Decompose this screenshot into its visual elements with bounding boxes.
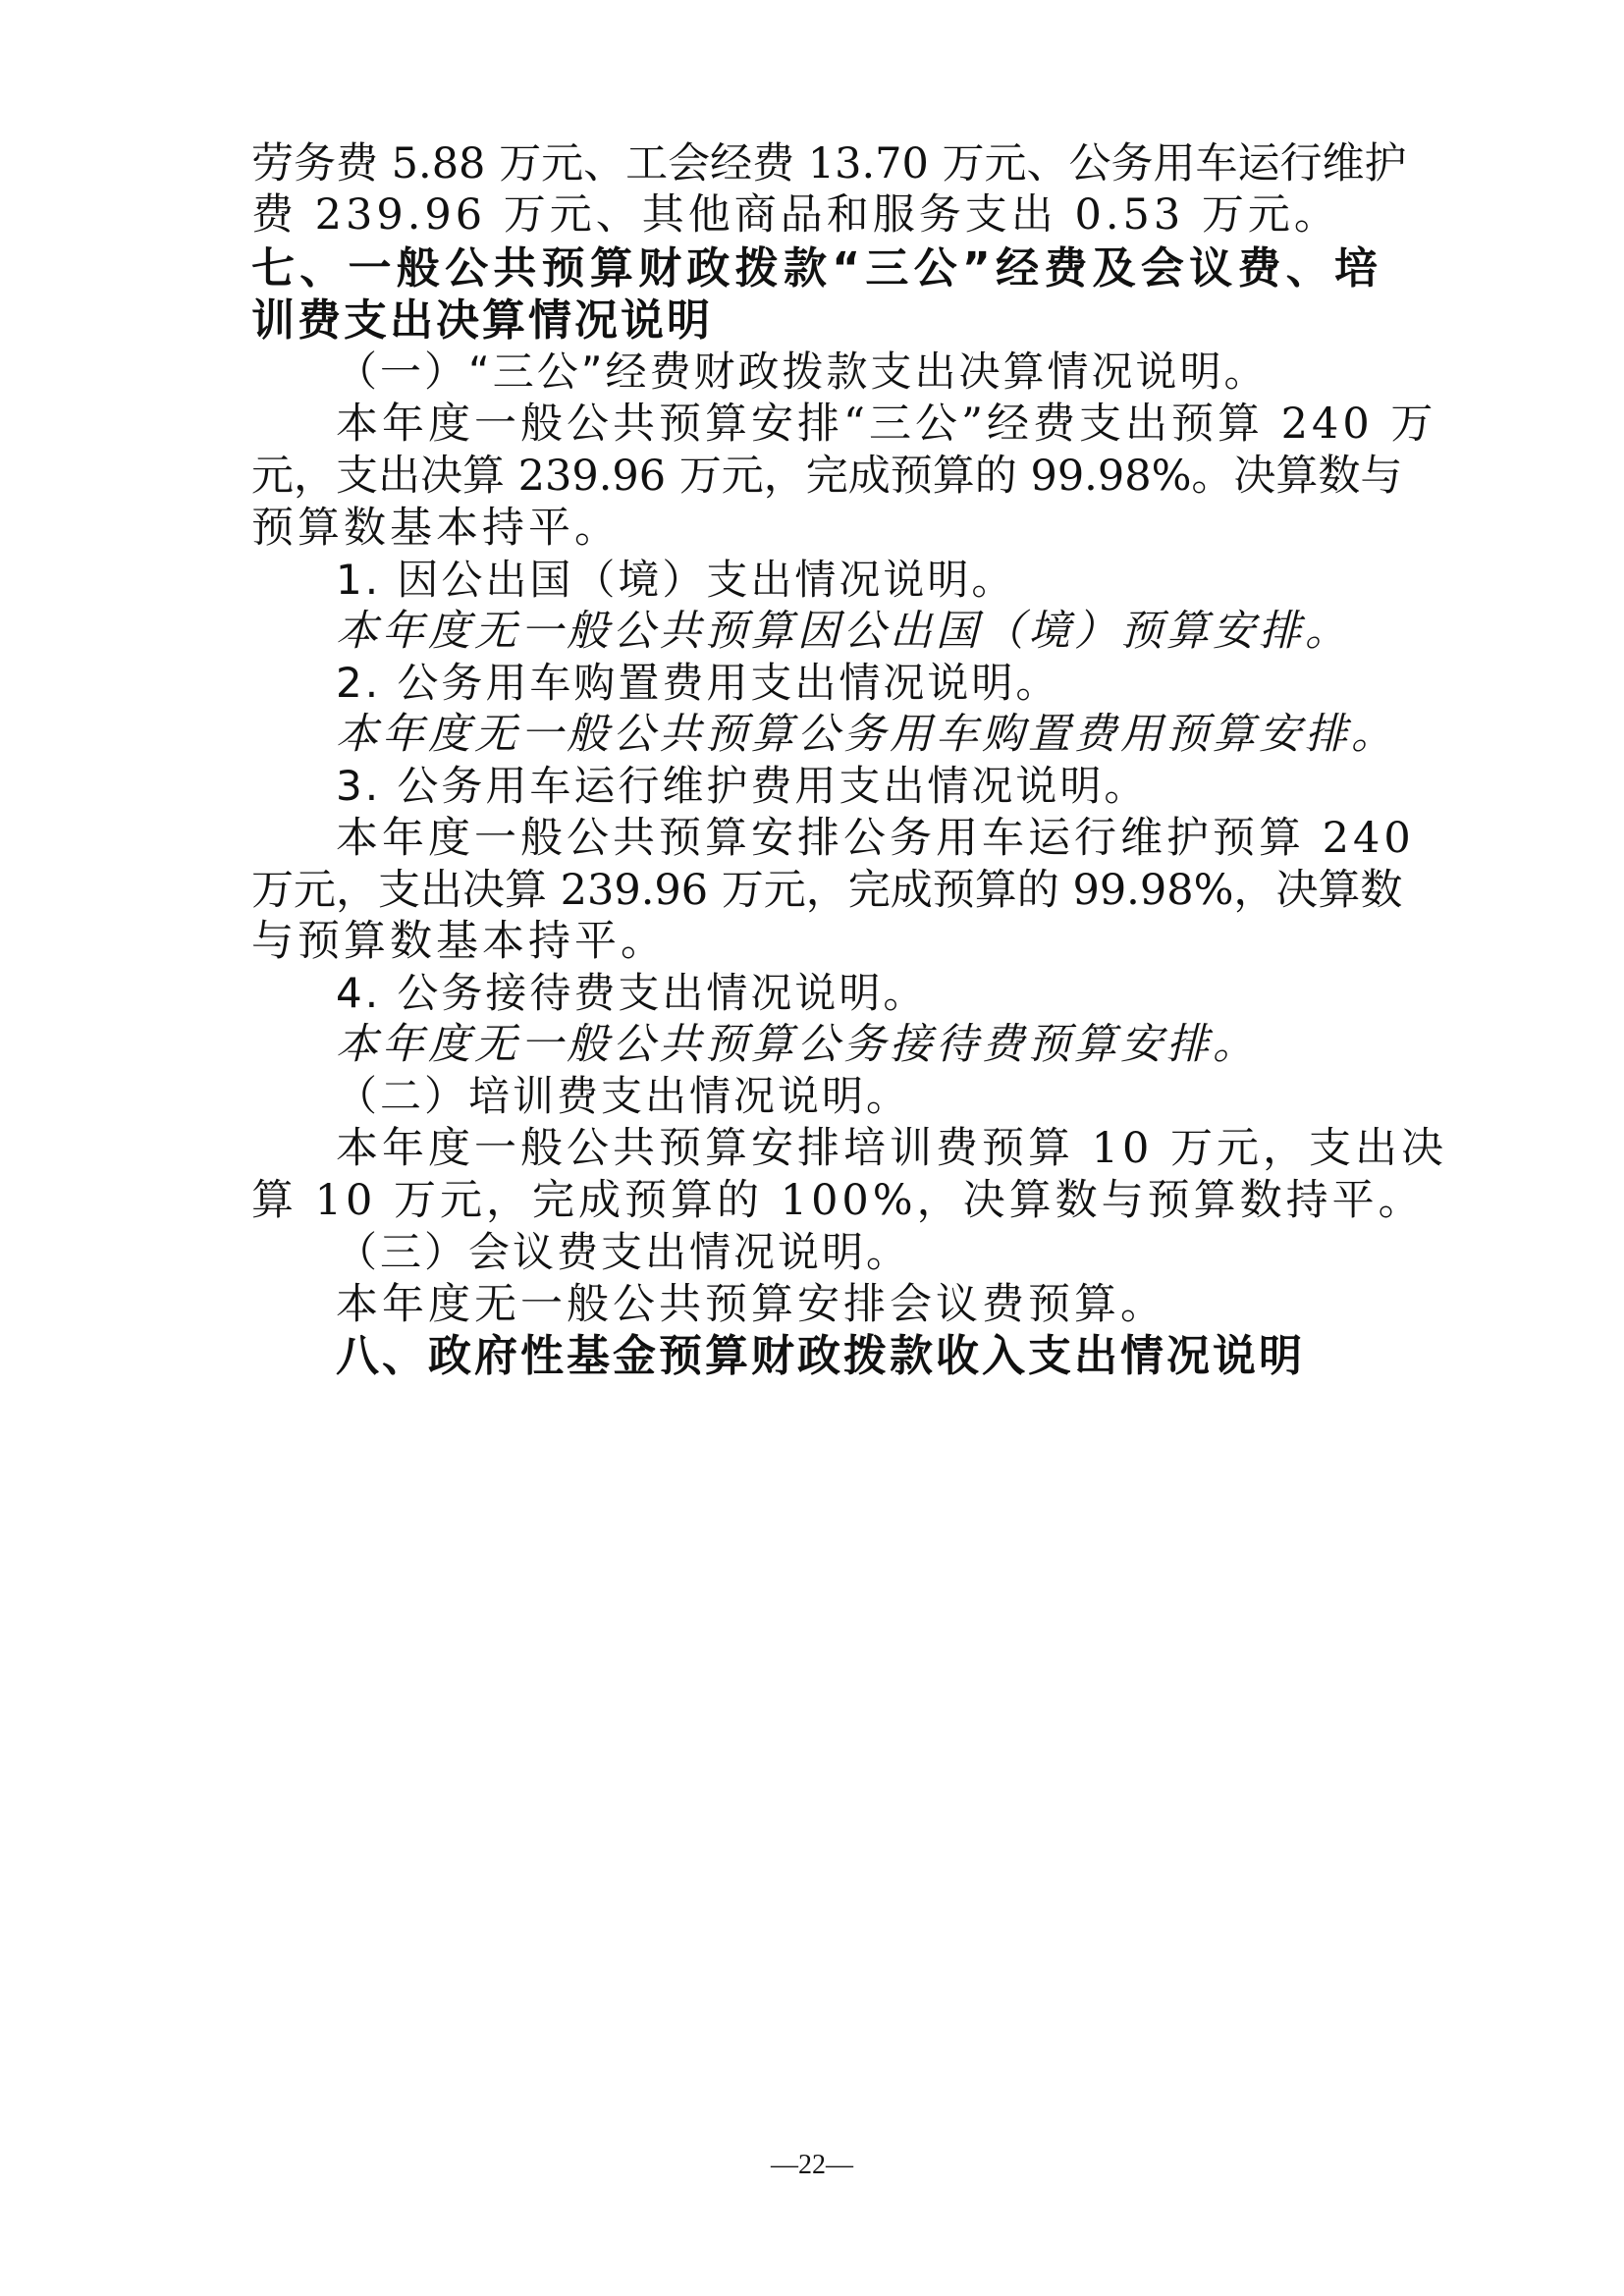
italic-note: 本年度无一般公共预算公务接待费预算安排。 bbox=[336, 1020, 1259, 1069]
subsection-heading-1: （一）“三公”经费财政拨款支出决算情况说明。 bbox=[336, 347, 1269, 396]
page-number: —22— bbox=[771, 2150, 853, 2180]
body-text-line: 预算数基本持平。 bbox=[251, 504, 621, 553]
section-heading-8: 八、政府性基金预算财政拨款收入支出情况说明 bbox=[336, 1331, 1305, 1381]
body-text-line: 劳务费 5.88 万元、工会经费 13.70 万元、公务用车运行维护 bbox=[251, 139, 1407, 188]
section-heading-7-cont: 训费支出决算情况说明 bbox=[251, 295, 713, 346]
item-heading-4: 4. 公务接待费支出情况说明。 bbox=[336, 969, 928, 1017]
body-text-line: 本年度一般公共预算安排培训费预算 10 万元，支出决 bbox=[336, 1124, 1448, 1173]
section-heading-7: 七、一般公共预算财政拨款“三公”经费及会议费、培 bbox=[251, 243, 1380, 294]
body-text-line: 本年度一般公共预算安排公务用车运行维护预算 240 bbox=[336, 814, 1415, 863]
item-heading-2: 2. 公务用车购置费用支出情况说明。 bbox=[336, 659, 1060, 707]
body-text-line: 算 10 万元，完成预算的 100%，决算数与预算数持平。 bbox=[251, 1176, 1425, 1225]
body-text-line: 万元，支出决算 239.96 万元，完成预算的 99.98%，决算数 bbox=[251, 866, 1403, 915]
subsection-heading-2: （二）培训费支出情况说明。 bbox=[336, 1072, 911, 1120]
subsection-heading-3: （三）会议费支出情况说明。 bbox=[336, 1228, 911, 1276]
body-text-line: 元，支出决算 239.96 万元，完成预算的 99.98%。决算数与 bbox=[251, 452, 1403, 501]
italic-note: 本年度无一般公共预算公务用车购置费用预算安排。 bbox=[336, 710, 1397, 759]
body-text-line: 本年度无一般公共预算安排会议费预算。 bbox=[336, 1280, 1166, 1329]
body-text-line: 本年度一般公共预算安排“三公”经费支出预算 240 万 bbox=[336, 400, 1437, 449]
body-text-line: 与预算数基本持平。 bbox=[251, 917, 667, 966]
body-text-line: 费 239.96 万元、其他商品和服务支出 0.53 万元。 bbox=[251, 190, 1340, 240]
item-heading-3: 3. 公务用车运行维护费用支出情况说明。 bbox=[336, 762, 1149, 810]
italic-note: 本年度无一般公共预算因公出国（境）预算安排。 bbox=[336, 607, 1351, 656]
item-heading-1: 1. 因公出国（境）支出情况说明。 bbox=[336, 556, 1016, 604]
